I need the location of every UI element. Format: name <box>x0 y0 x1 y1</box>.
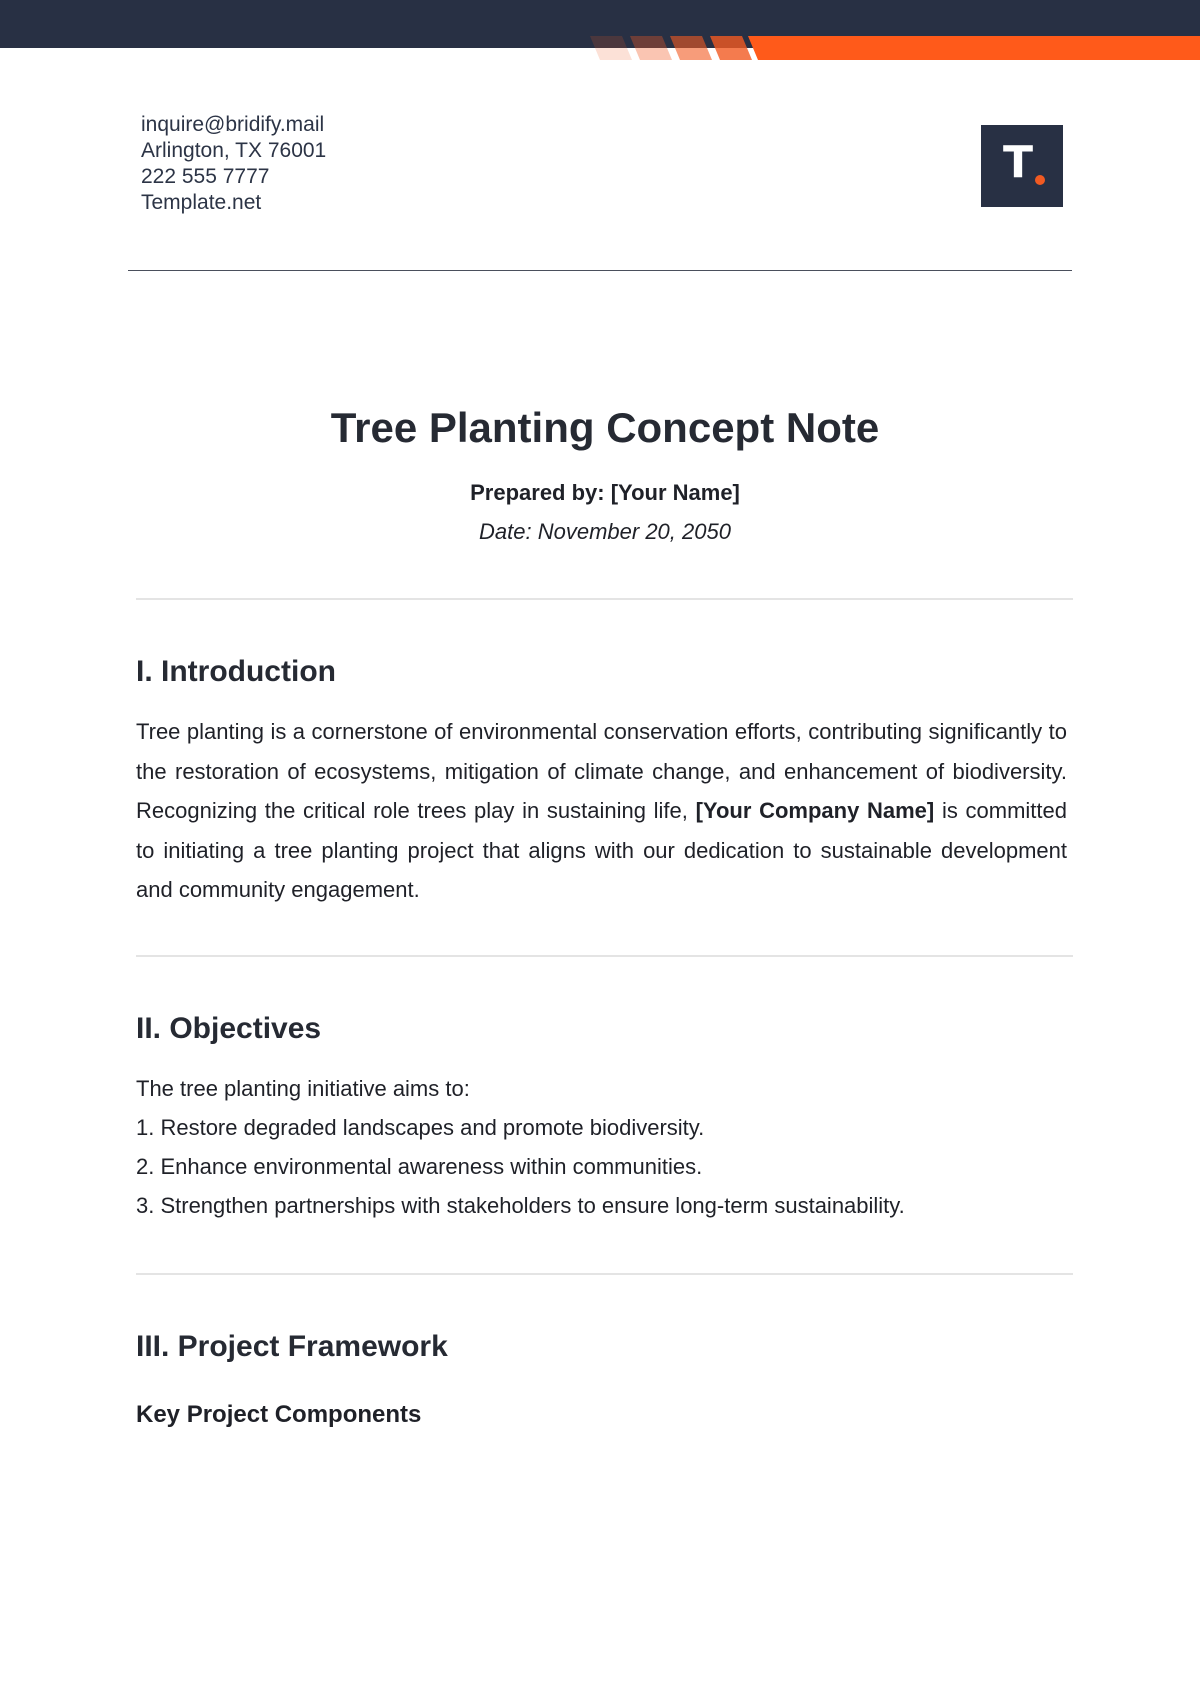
contact-phone[interactable]: 222 555 7777 <box>141 165 270 188</box>
introduction-heading: I. Introduction <box>136 655 336 688</box>
header-divider <box>128 270 1072 271</box>
contact-address: Arlington, TX 76001 <box>141 139 327 162</box>
accent-stripe <box>590 36 632 60</box>
introduction-text-end: is committed to initiating a tree planting project that aligns with our dedication to sustainable development and community engagement. <box>136 798 1067 902</box>
introduction-paragraph <box>136 712 1067 910</box>
accent-bar <box>748 36 1200 60</box>
objective-item-1: 1. Restore degraded landscapes and promote biodiversity. <box>136 1115 705 1140</box>
document-date: Date: November 20, 2050 <box>479 519 731 544</box>
objective-item-3: 3. Strengthen partnerships with stakeholders to ensure long-term sustainability. <box>136 1193 905 1218</box>
header-accent-stripes <box>0 0 1200 60</box>
accent-stripe <box>710 36 752 60</box>
contact-email[interactable]: inquire@bridify.mail <box>141 113 325 136</box>
framework-heading: III. Project Framework <box>136 1330 448 1363</box>
section-divider <box>136 955 1073 957</box>
section-divider <box>136 598 1073 600</box>
logo-dot <box>1035 175 1045 185</box>
accent-stripe <box>630 36 672 60</box>
section-divider <box>136 1273 1073 1275</box>
company-name-placeholder: [Your Company Name] <box>695 798 935 823</box>
key-components-subheading: Key Project Components <box>136 1401 422 1428</box>
objectives-lead: The tree planting initiative aims to: <box>136 1076 470 1101</box>
contact-website[interactable]: Template.net <box>141 191 262 214</box>
contact-block <box>141 112 326 216</box>
accent-stripe <box>670 36 712 60</box>
introduction-text-start: Tree planting is a cornerstone of environmental conservation efforts, contributing significantly to the restoration of ecosystems, mitigation of climate change, and enhancement of biodiversity. Recognizing the critical role trees play in sustaining life, <box>136 719 1067 823</box>
document-title: Tree Planting Concept Note <box>330 404 880 451</box>
company-logo <box>981 125 1063 207</box>
objective-item-2: 2. Enhance environmental awareness within communities. <box>136 1154 703 1179</box>
logo-letter: T <box>1003 137 1034 188</box>
objectives-heading: II. Objectives <box>136 1012 322 1045</box>
prepared-by: Prepared by: [Your Name] <box>470 480 740 505</box>
